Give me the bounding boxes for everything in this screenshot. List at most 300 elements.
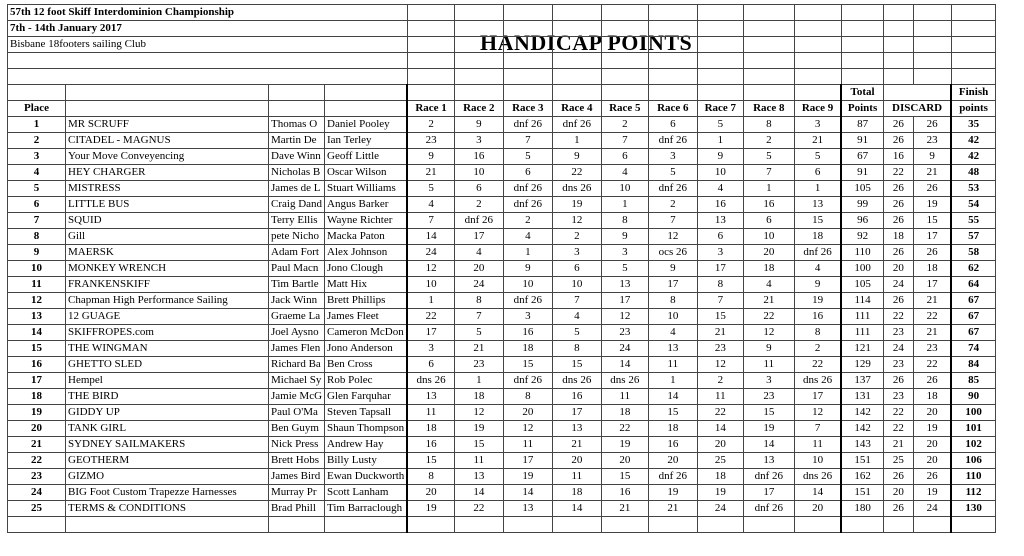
race-6-cell: 7 bbox=[648, 213, 697, 229]
table-row bbox=[8, 181, 996, 197]
discard-2-cell: 26 bbox=[913, 373, 951, 389]
boat-name-cell: TERMS & CONDITIONS bbox=[66, 501, 269, 517]
race-2-cell: 21 bbox=[454, 341, 503, 357]
race-4-cell: 16 bbox=[552, 389, 601, 405]
race-2-cell: 24 bbox=[454, 277, 503, 293]
finish-points-cell: 35 bbox=[951, 117, 995, 133]
boat-name-cell: BIG Foot Custom Trapezze Harnesses bbox=[66, 485, 269, 501]
table-row bbox=[8, 453, 996, 469]
discard-1-cell: 22 bbox=[883, 165, 913, 181]
discard-2-cell: 20 bbox=[913, 405, 951, 421]
results-table bbox=[7, 4, 996, 533]
race-4-cell: 14 bbox=[552, 501, 601, 517]
race-3-cell: dnf 26 bbox=[503, 117, 552, 133]
boat-name-cell: FRANKENSKIFF bbox=[66, 277, 269, 293]
boat-name-cell: THE WINGMAN bbox=[66, 341, 269, 357]
race-3-cell: 13 bbox=[503, 501, 552, 517]
table-row bbox=[8, 469, 996, 485]
race-6-cell: 9 bbox=[648, 261, 697, 277]
discard-1-cell: 23 bbox=[883, 389, 913, 405]
race-7-cell: 23 bbox=[697, 341, 743, 357]
skipper-cell: Craig Dand bbox=[269, 197, 325, 213]
race-6-cell: 19 bbox=[648, 485, 697, 501]
finish-points-cell: 74 bbox=[951, 341, 995, 357]
finish-points-cell: 101 bbox=[951, 421, 995, 437]
place-cell: 22 bbox=[8, 453, 66, 469]
total-points-cell: 105 bbox=[841, 277, 883, 293]
total-points-cell: 143 bbox=[841, 437, 883, 453]
table-row bbox=[8, 213, 996, 229]
total-points-cell: 121 bbox=[841, 341, 883, 357]
race-8-cell: 17 bbox=[743, 485, 794, 501]
race-3-cell: 9 bbox=[503, 261, 552, 277]
boat-name-cell: SQUID bbox=[66, 213, 269, 229]
race-6-cell: 15 bbox=[648, 405, 697, 421]
race-7-cell: 2 bbox=[697, 373, 743, 389]
total-header-bottom: Points bbox=[841, 101, 883, 117]
race-2-cell: 8 bbox=[454, 293, 503, 309]
discard-1-cell: 22 bbox=[883, 421, 913, 437]
discard-2-cell: 17 bbox=[913, 229, 951, 245]
race-7-cell: 7 bbox=[697, 293, 743, 309]
finish-points-cell: 48 bbox=[951, 165, 995, 181]
boat-name-cell: TANK GIRL bbox=[66, 421, 269, 437]
discard-1-cell: 25 bbox=[883, 453, 913, 469]
place-cell: 3 bbox=[8, 149, 66, 165]
race-3-cell: 16 bbox=[503, 325, 552, 341]
race-7-cell: 17 bbox=[697, 261, 743, 277]
total-points-cell: 114 bbox=[841, 293, 883, 309]
race-1-cell: 15 bbox=[407, 453, 454, 469]
race-1-header: Race 1 bbox=[407, 101, 454, 117]
race-3-cell: 1 bbox=[503, 245, 552, 261]
discard-2-cell: 19 bbox=[913, 485, 951, 501]
race-6-header: Race 6 bbox=[648, 101, 697, 117]
race-4-cell: dns 26 bbox=[552, 373, 601, 389]
race-4-header: Race 4 bbox=[552, 101, 601, 117]
race-4-cell: 13 bbox=[552, 421, 601, 437]
crew-cell: Daniel Pooley bbox=[325, 117, 408, 133]
skipper-cell: James de L bbox=[269, 181, 325, 197]
race-5-cell: 5 bbox=[601, 261, 648, 277]
skipper-cell: James Bird bbox=[269, 469, 325, 485]
crew-cell: Andrew Hay bbox=[325, 437, 408, 453]
race-6-cell: 5 bbox=[648, 165, 697, 181]
race-5-cell: 14 bbox=[601, 357, 648, 373]
race-1-cell: 4 bbox=[407, 197, 454, 213]
race-4-cell: dns 26 bbox=[552, 181, 601, 197]
discard-2-cell: 9 bbox=[913, 149, 951, 165]
race-1-cell: 9 bbox=[407, 149, 454, 165]
race-7-cell: 25 bbox=[697, 453, 743, 469]
race-4-cell: 7 bbox=[552, 293, 601, 309]
race-5-cell: 11 bbox=[601, 389, 648, 405]
header-row-1 bbox=[8, 5, 996, 21]
race-3-cell: dnf 26 bbox=[503, 293, 552, 309]
discard-1-cell: 18 bbox=[883, 229, 913, 245]
race-8-cell: 3 bbox=[743, 373, 794, 389]
skipper-cell: Adam Fort bbox=[269, 245, 325, 261]
table-row bbox=[8, 165, 996, 181]
race-1-cell: 22 bbox=[407, 309, 454, 325]
race-4-cell: 18 bbox=[552, 485, 601, 501]
place-cell: 9 bbox=[8, 245, 66, 261]
race-8-cell: 11 bbox=[743, 357, 794, 373]
race-8-cell: 5 bbox=[743, 149, 794, 165]
finish-points-cell: 67 bbox=[951, 293, 995, 309]
total-points-cell: 111 bbox=[841, 325, 883, 341]
discard-1-cell: 26 bbox=[883, 501, 913, 517]
race-2-cell: 4 bbox=[454, 245, 503, 261]
race-9-cell: 18 bbox=[794, 229, 841, 245]
page-title: HANDICAP POINTS bbox=[480, 30, 693, 55]
skipper-cell: Paul O'Ma bbox=[269, 405, 325, 421]
finish-points-cell: 90 bbox=[951, 389, 995, 405]
race-2-cell: 16 bbox=[454, 149, 503, 165]
race-1-cell: 8 bbox=[407, 469, 454, 485]
total-points-cell: 151 bbox=[841, 453, 883, 469]
race-5-cell: 1 bbox=[601, 197, 648, 213]
boat-name-cell: LITTLE BUS bbox=[66, 197, 269, 213]
race-2-cell: 23 bbox=[454, 357, 503, 373]
race-5-cell: 7 bbox=[601, 133, 648, 149]
race-8-cell: 12 bbox=[743, 325, 794, 341]
race-4-cell: 3 bbox=[552, 245, 601, 261]
race-6-cell: 12 bbox=[648, 229, 697, 245]
crew-cell: Brett Phillips bbox=[325, 293, 408, 309]
race-2-cell: 19 bbox=[454, 421, 503, 437]
race-3-cell: dnf 26 bbox=[503, 197, 552, 213]
place-cell: 8 bbox=[8, 229, 66, 245]
race-9-cell: 20 bbox=[794, 501, 841, 517]
crew-cell: Geoff Little bbox=[325, 149, 408, 165]
race-8-cell: 1 bbox=[743, 181, 794, 197]
table-row bbox=[8, 309, 996, 325]
boat-name-cell: MONKEY WRENCH bbox=[66, 261, 269, 277]
discard-2-cell: 21 bbox=[913, 165, 951, 181]
skipper-cell: pete Nicho bbox=[269, 229, 325, 245]
place-cell: 7 bbox=[8, 213, 66, 229]
total-points-cell: 111 bbox=[841, 309, 883, 325]
race-3-cell: 15 bbox=[503, 357, 552, 373]
race-2-cell: 1 bbox=[454, 373, 503, 389]
total-points-cell: 131 bbox=[841, 389, 883, 405]
crew-cell: Billy Lusty bbox=[325, 453, 408, 469]
race-2-cell: 18 bbox=[454, 389, 503, 405]
table-row bbox=[8, 485, 996, 501]
race-1-cell: 24 bbox=[407, 245, 454, 261]
race-8-cell: dnf 26 bbox=[743, 469, 794, 485]
race-9-cell: 3 bbox=[794, 117, 841, 133]
skipper-cell: Brett Hobs bbox=[269, 453, 325, 469]
discard-2-cell: 24 bbox=[913, 501, 951, 517]
race-9-cell: 19 bbox=[794, 293, 841, 309]
race-6-cell: 14 bbox=[648, 389, 697, 405]
discard-2-cell: 19 bbox=[913, 197, 951, 213]
race-5-cell: 8 bbox=[601, 213, 648, 229]
race-9-cell: 16 bbox=[794, 309, 841, 325]
discard-2-cell: 17 bbox=[913, 277, 951, 293]
race-4-cell: 19 bbox=[552, 197, 601, 213]
race-9-header: Race 9 bbox=[794, 101, 841, 117]
race-5-cell: dns 26 bbox=[601, 373, 648, 389]
race-6-cell: 6 bbox=[648, 117, 697, 133]
skipper-cell: Terry Ellis bbox=[269, 213, 325, 229]
race-2-cell: 9 bbox=[454, 117, 503, 133]
race-9-cell: 6 bbox=[794, 165, 841, 181]
race-1-cell: 10 bbox=[407, 277, 454, 293]
race-9-cell: 7 bbox=[794, 421, 841, 437]
race-9-cell: dns 26 bbox=[794, 469, 841, 485]
crew-cell: Ian Terley bbox=[325, 133, 408, 149]
race-7-cell: 5 bbox=[697, 117, 743, 133]
discard-1-cell: 23 bbox=[883, 325, 913, 341]
crew-cell: Shaun Thompson bbox=[325, 421, 408, 437]
race-1-cell: 12 bbox=[407, 261, 454, 277]
race-3-cell: 8 bbox=[503, 389, 552, 405]
table-row bbox=[8, 229, 996, 245]
race-9-cell: 11 bbox=[794, 437, 841, 453]
race-8-cell: 23 bbox=[743, 389, 794, 405]
race-8-cell: 19 bbox=[743, 421, 794, 437]
place-cell: 12 bbox=[8, 293, 66, 309]
discard-2-cell: 26 bbox=[913, 245, 951, 261]
table-row bbox=[8, 421, 996, 437]
finish-points-cell: 58 bbox=[951, 245, 995, 261]
discard-1-cell: 26 bbox=[883, 293, 913, 309]
race-4-cell: 12 bbox=[552, 213, 601, 229]
crew-cell: Jono Anderson bbox=[325, 341, 408, 357]
race-6-cell: 8 bbox=[648, 293, 697, 309]
race-9-cell: 12 bbox=[794, 405, 841, 421]
discard-1-cell: 26 bbox=[883, 197, 913, 213]
table-row bbox=[8, 437, 996, 453]
place-cell: 18 bbox=[8, 389, 66, 405]
race-7-cell: 14 bbox=[697, 421, 743, 437]
race-3-cell: dnf 26 bbox=[503, 373, 552, 389]
place-cell: 6 bbox=[8, 197, 66, 213]
boat-name-cell: Chapman High Performance Sailing bbox=[66, 293, 269, 309]
crew-cell: Rob Polec bbox=[325, 373, 408, 389]
place-cell: 19 bbox=[8, 405, 66, 421]
race-6-cell: 10 bbox=[648, 309, 697, 325]
place-cell: 16 bbox=[8, 357, 66, 373]
race-5-cell: 21 bbox=[601, 501, 648, 517]
table-row bbox=[8, 389, 996, 405]
race-7-cell: 1 bbox=[697, 133, 743, 149]
table-row bbox=[8, 149, 996, 165]
race-1-cell: 5 bbox=[407, 181, 454, 197]
race-7-cell: 22 bbox=[697, 405, 743, 421]
race-4-cell: 5 bbox=[552, 325, 601, 341]
place-cell: 13 bbox=[8, 309, 66, 325]
column-header bbox=[8, 101, 996, 117]
total-points-cell: 151 bbox=[841, 485, 883, 501]
crew-cell: Macka Paton bbox=[325, 229, 408, 245]
place-cell: 2 bbox=[8, 133, 66, 149]
finish-points-cell: 85 bbox=[951, 373, 995, 389]
total-points-cell: 67 bbox=[841, 149, 883, 165]
race-3-cell: 7 bbox=[503, 133, 552, 149]
boat-name-cell: Gill bbox=[66, 229, 269, 245]
race-8-cell: 20 bbox=[743, 245, 794, 261]
race-4-cell: 20 bbox=[552, 453, 601, 469]
skipper-cell: Brad Phill bbox=[269, 501, 325, 517]
race-3-cell: 19 bbox=[503, 469, 552, 485]
race-6-cell: 21 bbox=[648, 501, 697, 517]
crew-cell: Angus Barker bbox=[325, 197, 408, 213]
race-2-cell: 17 bbox=[454, 229, 503, 245]
boat-name-cell: GIDDY UP bbox=[66, 405, 269, 421]
discard-2-cell: 21 bbox=[913, 293, 951, 309]
race-3-cell: 2 bbox=[503, 213, 552, 229]
table-row bbox=[8, 341, 996, 357]
table-row bbox=[8, 277, 996, 293]
table-row bbox=[8, 325, 996, 341]
race-9-cell: 5 bbox=[794, 149, 841, 165]
race-4-cell: 21 bbox=[552, 437, 601, 453]
place-cell: 1 bbox=[8, 117, 66, 133]
race-2-header: Race 2 bbox=[454, 101, 503, 117]
event-club: Bisbane 18footers sailing Club bbox=[8, 37, 408, 53]
race-1-cell: 2 bbox=[407, 117, 454, 133]
empty-row bbox=[8, 517, 996, 533]
race-8-cell: 22 bbox=[743, 309, 794, 325]
race-4-cell: 6 bbox=[552, 261, 601, 277]
crew-cell: Stuart Williams bbox=[325, 181, 408, 197]
race-1-cell: 1 bbox=[407, 293, 454, 309]
skipper-cell: Michael Sy bbox=[269, 373, 325, 389]
crew-cell: Cameron McDon bbox=[325, 325, 408, 341]
race-5-cell: 23 bbox=[601, 325, 648, 341]
header-row-3 bbox=[8, 37, 996, 53]
total-points-cell: 180 bbox=[841, 501, 883, 517]
boat-name-cell: Hempel bbox=[66, 373, 269, 389]
crew-cell: Ewan Duckworth bbox=[325, 469, 408, 485]
crew-cell: Wayne Richter bbox=[325, 213, 408, 229]
boat-name-cell: Your Move Conveyencing bbox=[66, 149, 269, 165]
finish-points-cell: 112 bbox=[951, 485, 995, 501]
table-row bbox=[8, 245, 996, 261]
discard-1-cell: 21 bbox=[883, 437, 913, 453]
race-9-cell: 8 bbox=[794, 325, 841, 341]
total-points-cell: 105 bbox=[841, 181, 883, 197]
race-7-cell: 12 bbox=[697, 357, 743, 373]
place-header: Place bbox=[8, 101, 66, 117]
discard-1-cell: 26 bbox=[883, 133, 913, 149]
race-8-cell: 15 bbox=[743, 405, 794, 421]
discard-header: DISCARD bbox=[883, 101, 951, 117]
crew-cell: Oscar Wilson bbox=[325, 165, 408, 181]
race-3-cell: 5 bbox=[503, 149, 552, 165]
race-5-cell: 18 bbox=[601, 405, 648, 421]
race-5-cell: 22 bbox=[601, 421, 648, 437]
race-2-cell: 10 bbox=[454, 165, 503, 181]
race-3-cell: 11 bbox=[503, 437, 552, 453]
race-4-cell: 15 bbox=[552, 357, 601, 373]
discard-1-cell: 22 bbox=[883, 405, 913, 421]
race-2-cell: 6 bbox=[454, 181, 503, 197]
total-points-cell: 91 bbox=[841, 133, 883, 149]
race-7-cell: 10 bbox=[697, 165, 743, 181]
table-row bbox=[8, 117, 996, 133]
total-points-cell: 100 bbox=[841, 261, 883, 277]
header-row-4 bbox=[8, 53, 996, 69]
race-3-cell: 14 bbox=[503, 485, 552, 501]
race-5-cell: 9 bbox=[601, 229, 648, 245]
crew-cell: Alex Johnson bbox=[325, 245, 408, 261]
race-4-cell: dnf 26 bbox=[552, 117, 601, 133]
discard-1-cell: 22 bbox=[883, 309, 913, 325]
boat-name-cell: THE BIRD bbox=[66, 389, 269, 405]
race-7-cell: 24 bbox=[697, 501, 743, 517]
race-2-cell: 12 bbox=[454, 405, 503, 421]
race-6-cell: 18 bbox=[648, 421, 697, 437]
race-6-cell: 4 bbox=[648, 325, 697, 341]
race-4-cell: 9 bbox=[552, 149, 601, 165]
discard-2-cell: 18 bbox=[913, 389, 951, 405]
discard-2-cell: 26 bbox=[913, 469, 951, 485]
race-2-cell: 5 bbox=[454, 325, 503, 341]
race-3-cell: 18 bbox=[503, 341, 552, 357]
table-row bbox=[8, 293, 996, 309]
race-2-cell: 20 bbox=[454, 261, 503, 277]
finish-points-cell: 42 bbox=[951, 149, 995, 165]
race-3-cell: 3 bbox=[503, 309, 552, 325]
skipper-cell: Richard Ba bbox=[269, 357, 325, 373]
race-7-cell: 20 bbox=[697, 437, 743, 453]
discard-1-cell: 26 bbox=[883, 373, 913, 389]
race-6-cell: 16 bbox=[648, 437, 697, 453]
skipper-cell: Jamie McG bbox=[269, 389, 325, 405]
race-1-cell: 11 bbox=[407, 405, 454, 421]
discard-2-cell: 18 bbox=[913, 261, 951, 277]
discard-1-cell: 24 bbox=[883, 341, 913, 357]
race-3-cell: 12 bbox=[503, 421, 552, 437]
race-8-cell: 9 bbox=[743, 341, 794, 357]
skipper-cell: Thomas O bbox=[269, 117, 325, 133]
race-1-cell: 23 bbox=[407, 133, 454, 149]
finish-points-cell: 42 bbox=[951, 133, 995, 149]
discard-1-cell: 26 bbox=[883, 117, 913, 133]
finish-points-cell: 100 bbox=[951, 405, 995, 421]
race-9-cell: 14 bbox=[794, 485, 841, 501]
race-7-cell: 6 bbox=[697, 229, 743, 245]
boat-name-cell: MR SCRUFF bbox=[66, 117, 269, 133]
race-2-cell: 11 bbox=[454, 453, 503, 469]
race-3-cell: dnf 26 bbox=[503, 181, 552, 197]
finish-header-bottom: points bbox=[951, 101, 995, 117]
discard-2-cell: 23 bbox=[913, 341, 951, 357]
race-8-cell: 10 bbox=[743, 229, 794, 245]
race-5-cell: 16 bbox=[601, 485, 648, 501]
race-7-cell: 11 bbox=[697, 389, 743, 405]
race-9-cell: 15 bbox=[794, 213, 841, 229]
race-9-cell: 13 bbox=[794, 197, 841, 213]
race-9-cell: 1 bbox=[794, 181, 841, 197]
race-4-cell: 8 bbox=[552, 341, 601, 357]
race-4-cell: 22 bbox=[552, 165, 601, 181]
event-dates: 7th - 14th January 2017 bbox=[8, 21, 408, 37]
discard-1-cell: 26 bbox=[883, 469, 913, 485]
skipper-cell: Tim Bartle bbox=[269, 277, 325, 293]
place-cell: 15 bbox=[8, 341, 66, 357]
discard-1-cell: 26 bbox=[883, 181, 913, 197]
discard-1-cell: 20 bbox=[883, 485, 913, 501]
race-7-cell: 9 bbox=[697, 149, 743, 165]
finish-header-top: Finish bbox=[951, 85, 995, 101]
race-4-cell: 4 bbox=[552, 309, 601, 325]
